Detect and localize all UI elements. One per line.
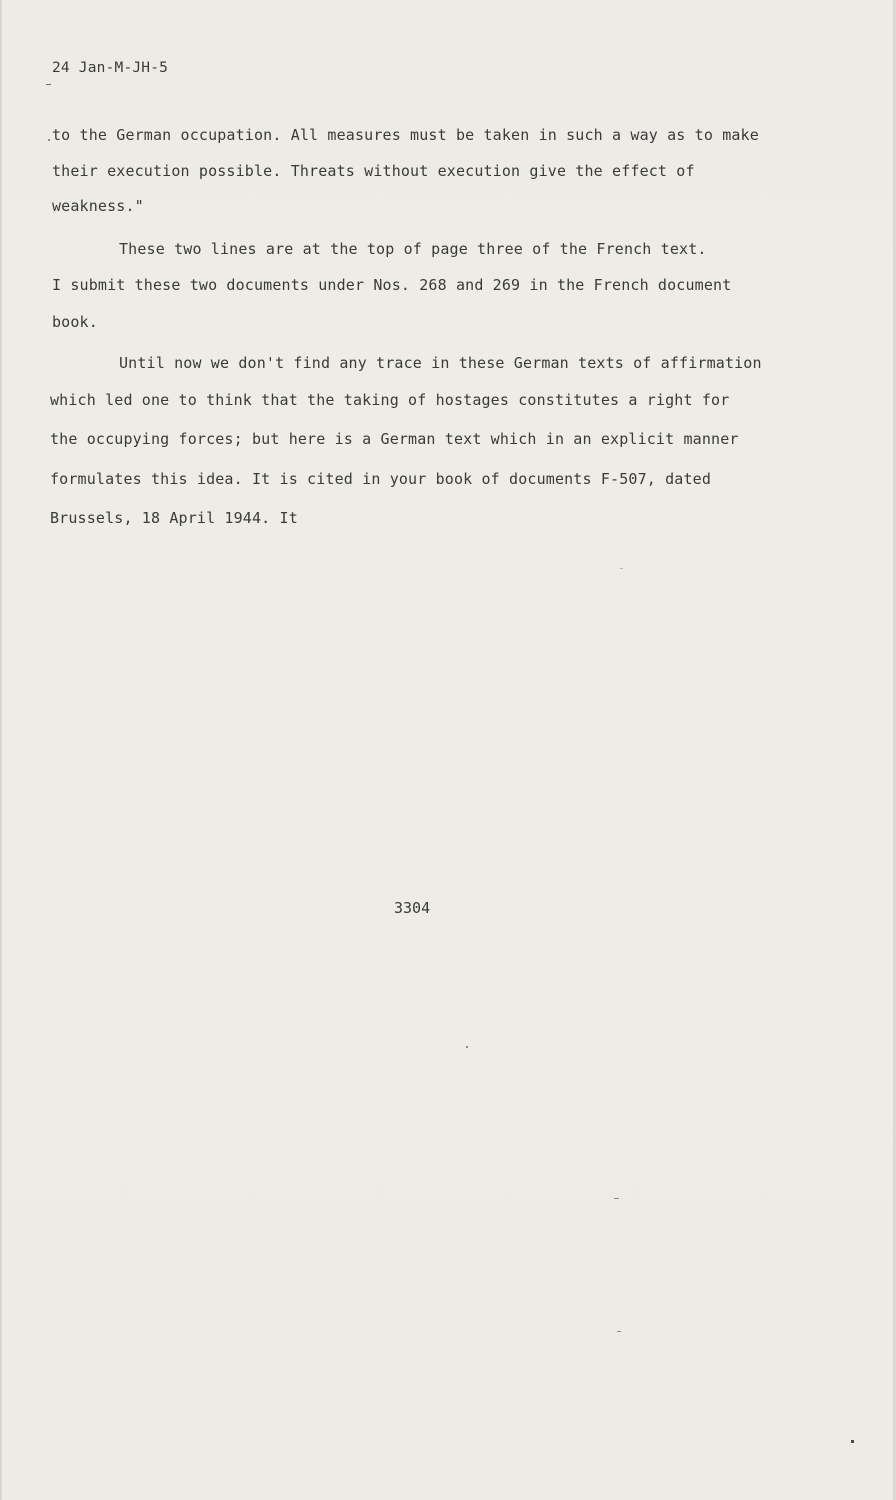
text-line: which led one to think that the taking of hostages constitutes a right for: [50, 391, 730, 409]
document-reference: 24 Jan-M-JH-5: [52, 60, 169, 76]
paper-speck: [48, 139, 50, 141]
paper-speck: [466, 1046, 468, 1048]
text-line: the occupying forces; but here is a German text which in an explicit manner: [50, 430, 739, 448]
text-line: Until now we don't find any trace in these German texts of affirmation: [119, 354, 762, 372]
text-line: their execution possible. Threats without execution give the effect of: [52, 162, 695, 180]
text-line: weakness.": [52, 197, 144, 215]
text-line: Brussels, 18 April 1944. It: [50, 509, 298, 527]
paper-speck: [851, 1440, 854, 1443]
text-line: book.: [52, 313, 98, 331]
paper-speck: [620, 568, 623, 569]
paper-speck: [617, 1331, 621, 1332]
text-line: I submit these two documents under Nos. 268 and 269 in the French document: [52, 276, 732, 294]
text-line: These two lines are at the top of page three of the French text.: [119, 240, 707, 258]
page-number: 3304: [394, 899, 431, 917]
paper-speck: [614, 1198, 619, 1199]
text-line: formulates this idea. It is cited in your book of documents F-507, dated: [50, 470, 712, 488]
text-line: to the German occupation. All measures must be taken in such a way as to make: [52, 126, 759, 144]
header-mark: [46, 84, 51, 85]
